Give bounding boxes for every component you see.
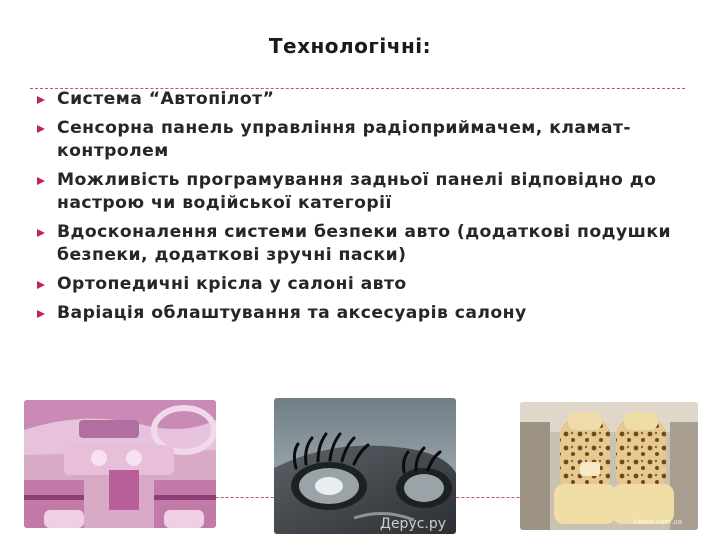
list-item: [36, 88, 696, 111]
bullet-text: Ортопедичні крісла у салоні авто: [57, 274, 407, 294]
bullet-text: Варіація облаштування та аксесуарів салону: [57, 303, 527, 323]
leopard-seats-photo: [520, 402, 698, 530]
triangle-bullet-icon: [37, 229, 45, 237]
bullet-text: Вдосконалення системи безпеки авто (додаткові подушки безпеки, додаткові зручні паски): [57, 222, 671, 265]
triangle-bullet-icon: [37, 281, 45, 289]
watermark-source: taneo.com.ua: [634, 518, 683, 526]
pink-interior-photo: [24, 400, 216, 528]
triangle-bullet-icon: [37, 177, 45, 185]
bullet-text: Система “Автопілот”: [57, 89, 275, 109]
bullet-text: Сенсорна панель управління радіоприймачем, кламат-контролем: [57, 118, 631, 161]
car-eyelashes-photo: [274, 398, 456, 534]
triangle-bullet-icon: [37, 96, 45, 104]
triangle-bullet-icon: [37, 125, 45, 133]
triangle-bullet-icon: [37, 310, 45, 318]
bullet-list: [36, 88, 696, 331]
list-item: [36, 273, 696, 296]
list-item: [36, 221, 696, 267]
list-item: [36, 117, 696, 163]
watermark-text: Дерус.ру: [380, 516, 447, 532]
bullet-text: Можливість програмування задньої панелі відповідно до настрою чи водійської категорії: [57, 170, 657, 213]
list-item: [36, 169, 696, 215]
slide-title: Технологічні:: [268, 34, 432, 58]
list-item: [36, 302, 696, 325]
